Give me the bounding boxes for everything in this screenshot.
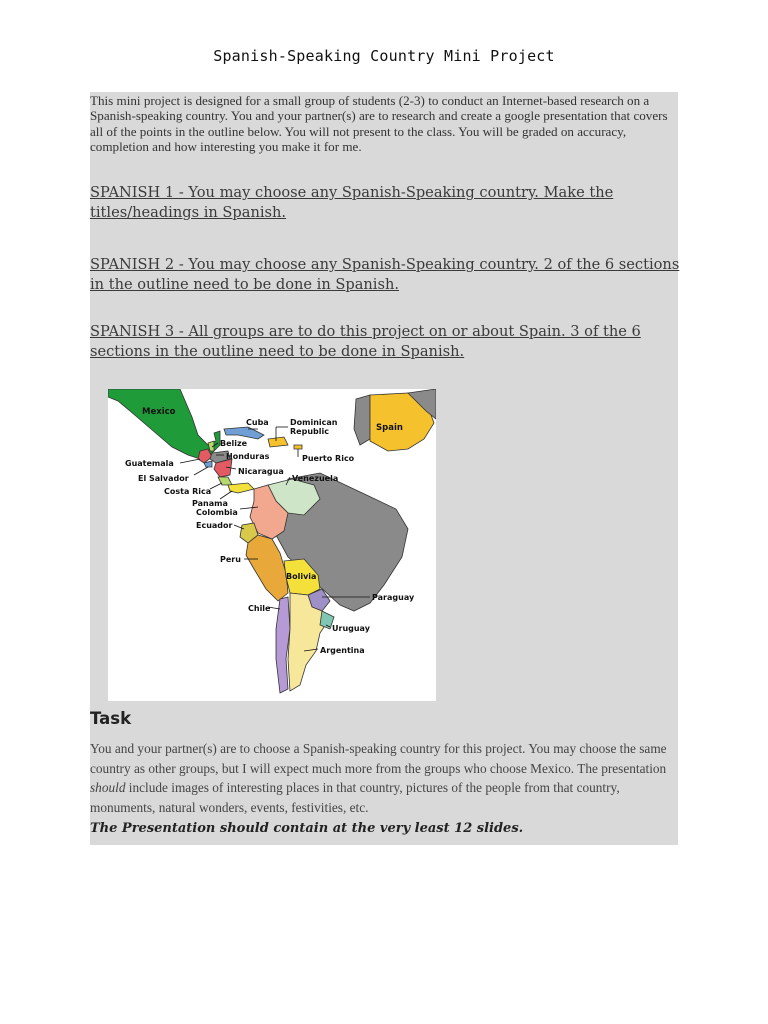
map-label-argentina: Argentina: [320, 646, 365, 655]
map-label-cuba: Cuba: [246, 418, 269, 427]
task-heading: Task: [90, 709, 132, 728]
map-label-guatemala: Guatemala: [125, 459, 174, 468]
map-label-dominican: Dominican: [290, 418, 338, 427]
map-label-nicaragua: Nicaragua: [238, 467, 284, 476]
task-paragraph: [90, 739, 680, 818]
map-label-panama: Panama: [192, 499, 228, 508]
map-label-honduras: Honduras: [226, 452, 270, 461]
map-label-mexico: Mexico: [142, 407, 176, 417]
map-label-costa-rica: Costa Rica: [164, 487, 212, 496]
intro-paragraph: This mini project is designed for a small group of students (2-3) to conduct an Internet-based research on a Spanish-speaking country. You and your partner(s) are to research and create a google presentation that covers all of the points in the outline below. You will not present to the class. You will be graded on accuracy, completion and how interesting you make it for me.: [90, 93, 668, 155]
map-label-chile: Chile: [248, 604, 271, 613]
spanish-1-instruction: SPANISH 1 - You may choose any Spanish-Speaking country. Make the titles/headings in Spanish.: [90, 184, 614, 221]
map-label-ecuador: Ecuador: [196, 521, 233, 530]
chile-land: [276, 597, 290, 693]
map-label-venezuela: Venezuela: [292, 474, 339, 483]
mexico-land: [108, 389, 220, 459]
map-label-uruguay: Uruguay: [332, 624, 370, 633]
map-graphic: [108, 389, 436, 701]
map-label-colombia: Colombia: [196, 508, 238, 517]
hispaniola-land: [268, 437, 288, 447]
map-label-peru: Peru: [220, 555, 241, 564]
puerto-rico-land: [294, 445, 302, 449]
map-label-republic: Republic: [290, 427, 329, 436]
slide-requirement: The Presentation should contain at the very least 12 slides.: [90, 821, 524, 836]
map-label-el-salvador: El Salvador: [138, 474, 189, 483]
map-label-spain: Spain: [376, 423, 403, 433]
task-text-emphasis: should: [90, 780, 126, 796]
spanish-2-instruction: SPANISH 2 - You may choose any Spanish-Speaking country. 2 of the 6 sections in the outline need to be done in Spanish.: [90, 256, 680, 293]
latin-america-map: [108, 389, 436, 701]
document-title: Spanish-Speaking Country Mini Project: [213, 47, 555, 65]
map-label-paraguay: Paraguay: [372, 593, 415, 602]
map-label-puerto-rico: Puerto Rico: [302, 454, 355, 463]
task-text-before: You and your partner(s) are to choose a Spanish-speaking country for this project. You may choose the same country as other groups, but I will expect much more from the groups who choose Mexico. The presentation: [90, 741, 667, 776]
map-label-bolivia: Bolivia: [286, 572, 317, 581]
task-text-after: include images of interesting places in that country, pictures of the people from that country, monuments, natural wonders, events, festivities, etc.: [90, 780, 620, 816]
map-label-belize: Belize: [220, 439, 248, 448]
spanish-3-instruction: SPANISH 3 - All groups are to do this project on or about Spain. 3 of the 6 sections in the outline need to be done in Spanish.: [90, 323, 641, 360]
portugal-land: [354, 395, 370, 445]
